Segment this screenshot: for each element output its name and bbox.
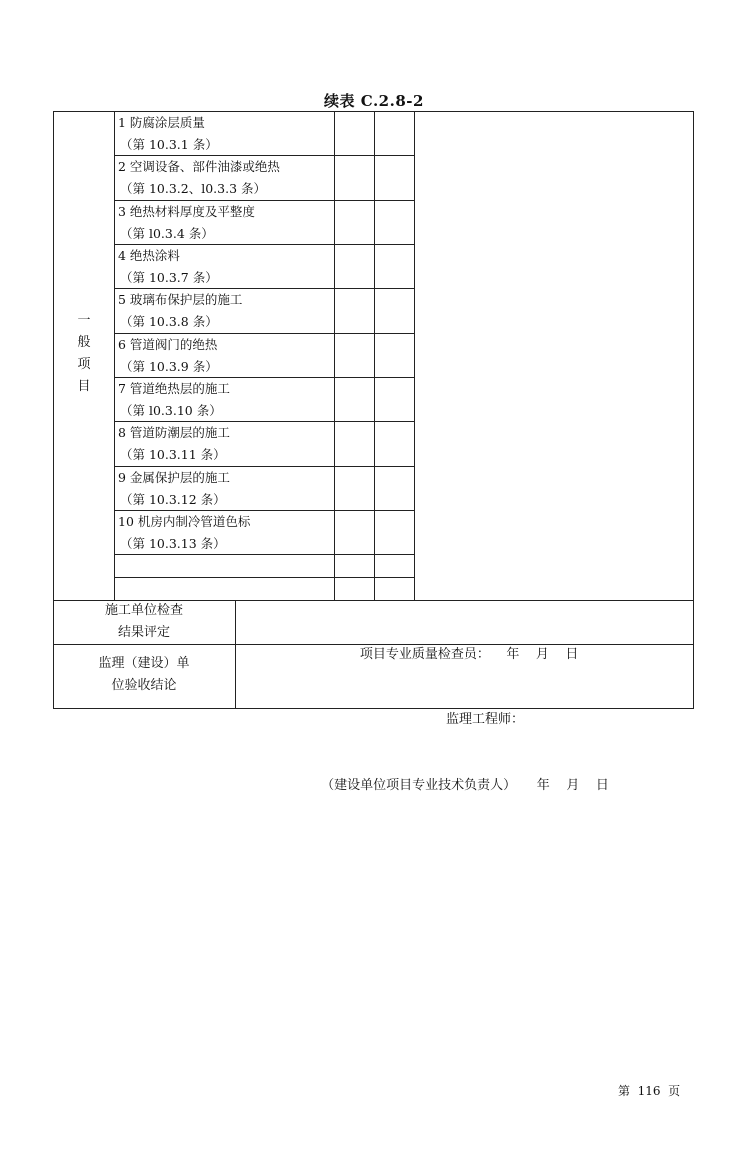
label-line: 监理（建设）单 — [98, 656, 190, 671]
grid-line — [334, 111, 335, 600]
category-char: 目 — [77, 379, 91, 394]
category-char: 一 — [77, 313, 91, 328]
supervision-conclusion-label — [53, 653, 235, 697]
item-title: 6 管道阀门的绝热 — [118, 337, 218, 352]
representative-text: （建设单位项目专业技术负责人） 年 月 日 — [321, 778, 609, 793]
item-title: 8 管道防潮层的施工 — [118, 425, 230, 440]
item-clause: （第 10.3.11 条） — [120, 446, 226, 462]
construction-check-label — [53, 600, 235, 644]
item-clause: （第 10.3.9 条） — [120, 358, 218, 374]
grid-line — [374, 111, 375, 600]
quality-inspector-signature — [236, 622, 694, 666]
category-label — [54, 310, 114, 398]
item-clause: （第 10.3.12 条） — [120, 491, 226, 507]
grid-line — [114, 111, 115, 600]
item-title: 1 防腐涂层质量 — [118, 115, 205, 130]
category-char: 般 — [77, 335, 91, 350]
item-clause: （第 10.3.1 条） — [120, 136, 218, 152]
list-item — [118, 156, 333, 199]
list-item — [118, 378, 333, 421]
item-clause: （第 l0.3.4 条） — [120, 225, 214, 241]
item-clause: （第 l0.3.10 条） — [120, 402, 222, 418]
label-line: 施工单位检查 — [104, 603, 183, 618]
item-clause: （第 10.3.8 条） — [120, 313, 218, 329]
engineer-text: 监理工程师： — [445, 712, 524, 727]
list-item — [118, 245, 333, 288]
label-line: 位验收结论 — [111, 678, 177, 693]
item-title: 3 绝热材料厚度及平整度 — [118, 204, 255, 219]
supervision-engineer-signature — [236, 665, 694, 819]
list-item — [118, 511, 333, 554]
category-char: 项 — [77, 357, 91, 372]
grid-line — [414, 111, 415, 600]
grid-line — [114, 554, 415, 555]
item-title: 2 空调设备、部件油漆或绝热 — [118, 159, 280, 174]
item-clause: （第 10.3.7 条） — [120, 269, 218, 285]
inspector-text: 项目专业质量检查员： 年 月 日 — [359, 647, 579, 662]
item-title: 5 玻璃布保护层的施工 — [118, 292, 243, 307]
item-title: 9 金属保护层的施工 — [118, 470, 230, 485]
label-line: 结果评定 — [117, 625, 170, 640]
item-clause: （第 10.3.2、l0.3.3 条） — [120, 180, 267, 196]
list-item — [118, 334, 333, 377]
page-number: 第 116 页 — [618, 1084, 681, 1098]
item-title: 7 管道绝热层的施工 — [118, 381, 230, 396]
list-item — [118, 112, 333, 155]
list-item — [118, 289, 333, 332]
list-item — [118, 467, 333, 510]
table-title: 续表 C.2.8-2 — [324, 92, 424, 110]
item-title: 10 机房内制冷管道色标 — [118, 514, 251, 529]
item-clause: （第 10.3.13 条） — [120, 535, 226, 551]
list-item — [118, 422, 333, 465]
grid-line — [114, 577, 415, 578]
list-item — [118, 201, 333, 244]
item-title: 4 绝热涂料 — [118, 248, 180, 263]
